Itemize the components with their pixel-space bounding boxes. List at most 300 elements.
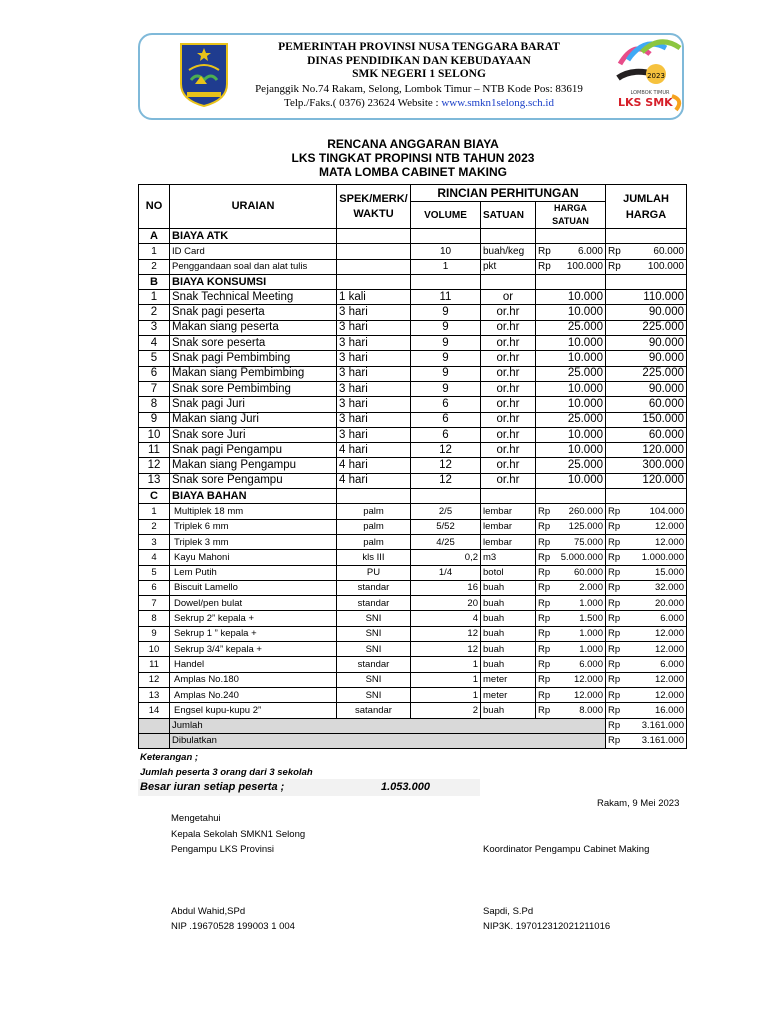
amount-value: 8.000 — [579, 704, 603, 716]
row-harga: 10.000 — [536, 381, 606, 396]
currency-label: Rp — [608, 643, 621, 655]
currency-label: Rp — [538, 505, 551, 517]
section-row — [139, 274, 687, 289]
row-spek: 3 hari — [337, 366, 411, 381]
row-satuan: or.hr — [481, 427, 536, 442]
row-jumlah: 110.000 — [606, 290, 687, 305]
amount-value: 12.000 — [654, 536, 684, 548]
row-harga — [536, 504, 606, 519]
row-satuan: or.hr — [481, 336, 536, 351]
koordinator-label: Koordinator Pengampu Cabinet Making — [483, 844, 650, 855]
row-uraian: Snak sore Pembimbing — [170, 381, 337, 396]
row-jumlah — [606, 244, 687, 259]
row-uraian: Snak sore peserta — [170, 336, 337, 351]
row-satuan: or.hr — [481, 473, 536, 488]
row-harga — [536, 672, 606, 687]
row-harga: 10.000 — [536, 351, 606, 366]
row-uraian: Amplas No.180 — [170, 672, 337, 687]
row-uraian: Biscuit Lamello — [170, 580, 337, 595]
table-row — [139, 320, 687, 335]
row-harga — [536, 611, 606, 626]
row-spek: SNI — [337, 642, 411, 657]
amount-value: 12.000 — [654, 689, 684, 701]
row-no: 7 — [139, 596, 170, 611]
empty-cell — [411, 274, 481, 289]
row-jumlah — [606, 703, 687, 718]
row-spek: 3 hari — [337, 427, 411, 442]
header-no: NO — [139, 185, 170, 229]
section-title: BIAYA BAHAN — [170, 489, 337, 504]
row-volume: 4/25 — [411, 534, 481, 549]
currency-label: Rp — [538, 628, 551, 640]
row-jumlah: 150.000 — [606, 412, 687, 427]
row-uraian: Snak pagi Pengampu — [170, 443, 337, 458]
table-row — [139, 427, 687, 442]
row-volume: 1 — [411, 259, 481, 274]
currency-label: Rp — [538, 597, 551, 609]
currency-label: Rp — [538, 567, 551, 579]
kepsek-label: Kepala Sekolah SMKN1 Selong — [171, 829, 306, 840]
besar-iuran-value: 1.053.000 — [381, 781, 430, 793]
table-row — [139, 443, 687, 458]
row-volume: 12 — [411, 642, 481, 657]
row-jumlah: 90.000 — [606, 381, 687, 396]
row-uraian: Engsel kupu-kupu 2” — [170, 703, 337, 718]
row-satuan: or.hr — [481, 381, 536, 396]
row-no: 4 — [139, 550, 170, 565]
table-row — [139, 519, 687, 534]
place-date: Rakam, 9 Mei 2023 — [597, 798, 680, 809]
row-jumlah: 225.000 — [606, 366, 687, 381]
row-harga — [536, 580, 606, 595]
row-spek: 3 hari — [337, 412, 411, 427]
row-harga: 10.000 — [536, 336, 606, 351]
row-uraian: Snak pagi Juri — [170, 397, 337, 412]
amount-value: 104.000 — [649, 505, 684, 517]
empty-cell — [536, 274, 606, 289]
row-volume: 4 — [411, 611, 481, 626]
table-row — [139, 534, 687, 549]
currency-label: Rp — [538, 658, 551, 670]
row-spek: satandar — [337, 703, 411, 718]
ntb-emblem-icon — [177, 40, 231, 108]
lks-smk-logo-icon — [614, 34, 686, 112]
row-uraian: Makan siang Pembimbing — [170, 366, 337, 381]
row-satuan: buah — [481, 657, 536, 672]
row-satuan: buah — [481, 642, 536, 657]
row-no: 11 — [139, 443, 170, 458]
row-spek: kls III — [337, 550, 411, 565]
row-uraian: Sekrup 2” kepala + — [170, 611, 337, 626]
empty-cell — [606, 489, 687, 504]
row-no: 6 — [139, 580, 170, 595]
row-spek: 1 kali — [337, 290, 411, 305]
row-spek: SNI — [337, 611, 411, 626]
amount-value: 260.000 — [568, 505, 603, 517]
row-satuan: or.hr — [481, 305, 536, 320]
letterhead-address: Pejanggik No.74 Rakam, Selong, Lombok Timur – NTB Kode Pos: 83619 — [255, 82, 583, 95]
row-satuan: lembar — [481, 504, 536, 519]
row-spek: 3 hari — [337, 305, 411, 320]
website-link[interactable]: www.smkn1selong.sch.id — [441, 96, 554, 109]
row-harga — [536, 565, 606, 580]
amount-value: 3.161.000 — [641, 720, 684, 732]
row-no: 8 — [139, 611, 170, 626]
row-satuan: buah — [481, 703, 536, 718]
empty-cell — [139, 733, 170, 748]
table-row — [139, 305, 687, 320]
row-harga: 25.000 — [536, 458, 606, 473]
letterhead-line1: PEMERINTAH PROVINSI NUSA TENGGARA BARAT — [278, 41, 560, 53]
currency-label: Rp — [608, 536, 621, 548]
row-volume: 1 — [411, 672, 481, 687]
row-no: 3 — [139, 534, 170, 549]
row-harga — [536, 596, 606, 611]
row-uraian: Makan siang peserta — [170, 320, 337, 335]
row-spek: 3 hari — [337, 381, 411, 396]
section-row — [139, 229, 687, 244]
header-harga-satuan: HARGA SATUAN — [536, 202, 606, 229]
table-row — [139, 259, 687, 274]
amount-value: 60.000 — [653, 245, 684, 257]
row-harga — [536, 703, 606, 718]
row-volume: 9 — [411, 381, 481, 396]
row-volume: 9 — [411, 336, 481, 351]
budget-table — [138, 184, 687, 749]
row-no: 9 — [139, 412, 170, 427]
currency-label: Rp — [608, 613, 621, 625]
table-row — [139, 336, 687, 351]
amount-value: 1.000 — [579, 628, 603, 640]
header-spek: SPEK/MERK/ WAKTU — [337, 185, 411, 229]
table-row — [139, 550, 687, 565]
row-uraian: Sekrup 1 ” kepala + — [170, 626, 337, 641]
row-volume: 12 — [411, 473, 481, 488]
row-satuan: buah — [481, 611, 536, 626]
amount-value: 60.000 — [573, 567, 603, 579]
section-title: BIAYA KONSUMSI — [170, 274, 337, 289]
row-satuan: buah/keg — [481, 244, 536, 259]
currency-label: Rp — [538, 582, 551, 594]
amount-value: 6.000 — [579, 658, 603, 670]
logo-top-text: LOMBOK TIMUR — [630, 90, 670, 96]
empty-cell — [337, 489, 411, 504]
row-no: 3 — [139, 320, 170, 335]
row-uraian: Makan siang Juri — [170, 412, 337, 427]
row-satuan: or.hr — [481, 366, 536, 381]
currency-label: Rp — [608, 628, 621, 640]
amount-value: 12.000 — [654, 628, 684, 640]
row-volume: 6 — [411, 397, 481, 412]
row-spek — [337, 244, 411, 259]
row-jumlah — [606, 657, 687, 672]
empty-cell — [536, 229, 606, 244]
table-row — [139, 397, 687, 412]
row-no: 13 — [139, 687, 170, 702]
letterhead-phone: Telp./Faks.( 0376) 23624 Website : — [284, 96, 442, 109]
currency-label: Rp — [608, 658, 621, 670]
table-row — [139, 672, 687, 687]
logo-text: LKS SMK — [618, 96, 673, 109]
row-no: 4 — [139, 336, 170, 351]
row-satuan: or.hr — [481, 397, 536, 412]
row-uraian: Snak pagi peserta — [170, 305, 337, 320]
row-harga — [536, 259, 606, 274]
row-uraian: Makan siang Pengampu — [170, 458, 337, 473]
row-spek: standar — [337, 580, 411, 595]
signer-right-name: Sapdi, S.Pd — [483, 906, 534, 917]
row-jumlah — [606, 642, 687, 657]
amount-value: 6.000 — [660, 613, 684, 625]
amount-value: 12.000 — [573, 674, 603, 686]
row-harga — [536, 519, 606, 534]
row-satuan: or.hr — [481, 320, 536, 335]
logo-year: 2023 — [647, 72, 665, 80]
row-no: 1 — [139, 504, 170, 519]
amount-value: 100.000 — [566, 261, 603, 273]
dibulatkan-row — [139, 733, 687, 748]
header-rincian: RINCIAN PERHITUNGAN — [411, 185, 606, 202]
row-satuan: pkt — [481, 259, 536, 274]
amount-value: 1.500 — [579, 613, 603, 625]
row-harga: 25.000 — [536, 412, 606, 427]
amount-value: 12.000 — [654, 643, 684, 655]
row-spek: standar — [337, 657, 411, 672]
amount-value: 32.000 — [654, 582, 684, 594]
row-jumlah — [606, 687, 687, 702]
row-no: 2 — [139, 305, 170, 320]
row-harga: 25.000 — [536, 320, 606, 335]
table-row — [139, 642, 687, 657]
amount-value: 12.000 — [654, 674, 684, 686]
row-satuan: buah — [481, 580, 536, 595]
row-no: 1 — [139, 244, 170, 259]
amount-value: 16.000 — [654, 704, 684, 716]
currency-label: Rp — [538, 536, 551, 548]
empty-cell — [481, 229, 536, 244]
currency-label: Rp — [608, 582, 621, 594]
currency-label: Rp — [608, 567, 621, 579]
table-row — [139, 596, 687, 611]
row-spek: palm — [337, 504, 411, 519]
row-volume: 2 — [411, 703, 481, 718]
row-harga — [536, 550, 606, 565]
section-code: A — [139, 229, 170, 244]
row-satuan: or.hr — [481, 412, 536, 427]
row-spek: PU — [337, 565, 411, 580]
table-row — [139, 473, 687, 488]
row-no: 10 — [139, 427, 170, 442]
amount-value: 2.000 — [579, 582, 603, 594]
row-spek: 3 hari — [337, 336, 411, 351]
row-satuan: buah — [481, 626, 536, 641]
title-line1: RENCANA ANGGARAN BIAYA — [327, 137, 499, 151]
amount-value: 12.000 — [654, 521, 684, 533]
currency-label: Rp — [608, 551, 621, 563]
row-no: 13 — [139, 473, 170, 488]
currency-label: Rp — [608, 521, 621, 533]
row-spek: SNI — [337, 626, 411, 641]
header-jumlah: JUMLAH HARGA — [606, 185, 687, 229]
amount-value: 75.000 — [573, 536, 603, 548]
row-harga — [536, 657, 606, 672]
row-jumlah — [606, 534, 687, 549]
empty-cell — [536, 489, 606, 504]
amount-value: 20.000 — [654, 597, 684, 609]
currency-label: Rp — [608, 261, 621, 273]
header-satuan: SATUAN — [481, 202, 536, 229]
row-harga: 10.000 — [536, 305, 606, 320]
dibulatkan-value — [606, 733, 687, 748]
amount-value: 15.000 — [654, 567, 684, 579]
row-jumlah — [606, 580, 687, 595]
currency-label: Rp — [608, 689, 621, 701]
table-row — [139, 703, 687, 718]
empty-cell — [606, 229, 687, 244]
letterhead-line2: DINAS PENDIDIKAN DAN KEBUDAYAAN — [307, 54, 531, 67]
row-harga — [536, 687, 606, 702]
amount-value: 12.000 — [573, 689, 603, 701]
row-no: 5 — [139, 351, 170, 366]
row-jumlah: 120.000 — [606, 443, 687, 458]
row-no: 5 — [139, 565, 170, 580]
row-uraian: Handel — [170, 657, 337, 672]
section-title: BIAYA ATK — [170, 229, 337, 244]
row-satuan: buah — [481, 596, 536, 611]
row-volume: 11 — [411, 290, 481, 305]
empty-cell — [606, 274, 687, 289]
row-harga: 10.000 — [536, 397, 606, 412]
row-uraian: Kayu Mahoni — [170, 550, 337, 565]
row-satuan: lembar — [481, 534, 536, 549]
row-volume: 9 — [411, 305, 481, 320]
row-volume: 10 — [411, 244, 481, 259]
currency-label: Rp — [538, 521, 551, 533]
row-uraian: Multiplek 18 mm — [170, 504, 337, 519]
row-uraian: Snak pagi Pembimbing — [170, 351, 337, 366]
row-volume: 9 — [411, 351, 481, 366]
row-uraian: ID Card — [170, 244, 337, 259]
jumlah-row — [139, 718, 687, 733]
currency-label: Rp — [538, 245, 551, 257]
row-volume: 6 — [411, 412, 481, 427]
signer-left-nip: NIP .19670528 199003 1 004 — [171, 921, 295, 932]
row-spek: 3 hari — [337, 351, 411, 366]
row-harga — [536, 626, 606, 641]
row-volume: 6 — [411, 427, 481, 442]
row-spek: 3 hari — [337, 320, 411, 335]
row-spek: standar — [337, 596, 411, 611]
row-harga — [536, 534, 606, 549]
table-row — [139, 565, 687, 580]
row-satuan: or — [481, 290, 536, 305]
currency-label: Rp — [608, 505, 621, 517]
signer-left-name: Abdul Wahid,SPd — [171, 906, 246, 917]
letterhead-contact — [232, 96, 606, 110]
table-row — [139, 687, 687, 702]
row-harga — [536, 244, 606, 259]
row-satuan: or.hr — [481, 443, 536, 458]
title-line3: MATA LOMBA CABINET MAKING — [319, 165, 507, 179]
row-spek: 4 hari — [337, 473, 411, 488]
row-uraian: Amplas No.240 — [170, 687, 337, 702]
row-uraian: Sekrup 3/4” kepala + — [170, 642, 337, 657]
row-harga: 10.000 — [536, 443, 606, 458]
row-no: 14 — [139, 703, 170, 718]
row-uraian: Snak Technical Meeting — [170, 290, 337, 305]
empty-cell — [481, 274, 536, 289]
row-volume: 9 — [411, 366, 481, 381]
currency-label: Rp — [608, 674, 621, 686]
row-jumlah: 60.000 — [606, 427, 687, 442]
row-jumlah — [606, 611, 687, 626]
title-line2: LKS TINGKAT PROPINSI NTB TAHUN 2023 — [291, 151, 535, 165]
pengampu-label: Pengampu LKS Provinsi — [171, 844, 274, 855]
table-row — [139, 657, 687, 672]
mengetahui-label: Mengetahui — [171, 813, 221, 824]
row-satuan: or.hr — [481, 458, 536, 473]
table-row — [139, 504, 687, 519]
currency-label: Rp — [538, 674, 551, 686]
row-spek: 4 hari — [337, 458, 411, 473]
row-uraian: Triplek 3 mm — [170, 534, 337, 549]
row-harga — [536, 642, 606, 657]
row-volume: 5/52 — [411, 519, 481, 534]
signer-right-nip: NIP3K. 197012312021211016 — [483, 921, 611, 932]
currency-label: Rp — [608, 245, 621, 257]
row-jumlah: 90.000 — [606, 351, 687, 366]
amount-value: 125.000 — [568, 521, 603, 533]
section-row — [139, 489, 687, 504]
dibulatkan-label: Dibulatkan — [170, 733, 606, 748]
row-volume: 2/5 — [411, 504, 481, 519]
row-satuan: meter — [481, 687, 536, 702]
row-spek: 4 hari — [337, 443, 411, 458]
table-row — [139, 412, 687, 427]
row-volume: 0,2 — [411, 550, 481, 565]
empty-cell — [337, 229, 411, 244]
besar-iuran-label: Besar iuran setiap peserta ; — [140, 781, 285, 793]
jumlah-label: Jumlah — [170, 718, 606, 733]
row-jumlah: 225.000 — [606, 320, 687, 335]
row-no: 7 — [139, 381, 170, 396]
row-volume: 12 — [411, 443, 481, 458]
row-harga: 10.000 — [536, 473, 606, 488]
header-volume: VOLUME — [411, 202, 481, 229]
row-jumlah: 120.000 — [606, 473, 687, 488]
row-no: 1 — [139, 290, 170, 305]
row-no: 12 — [139, 458, 170, 473]
empty-cell — [139, 718, 170, 733]
row-satuan: lembar — [481, 519, 536, 534]
letterhead-line3: SMK NEGERI 1 SELONG — [352, 68, 486, 80]
jumlah-value — [606, 718, 687, 733]
row-volume: 9 — [411, 320, 481, 335]
table-row — [139, 351, 687, 366]
row-no: 10 — [139, 642, 170, 657]
amount-value: 3.161.000 — [641, 735, 684, 747]
table-row — [139, 381, 687, 396]
row-no: 11 — [139, 657, 170, 672]
row-volume: 1/4 — [411, 565, 481, 580]
letterhead-text — [232, 41, 606, 110]
row-no: 2 — [139, 519, 170, 534]
amount-value: 1.000 — [579, 597, 603, 609]
row-uraian: Triplek 6 mm — [170, 519, 337, 534]
row-jumlah: 300.000 — [606, 458, 687, 473]
table-row — [139, 626, 687, 641]
row-uraian: Penggandaan soal dan alat tulis — [170, 259, 337, 274]
